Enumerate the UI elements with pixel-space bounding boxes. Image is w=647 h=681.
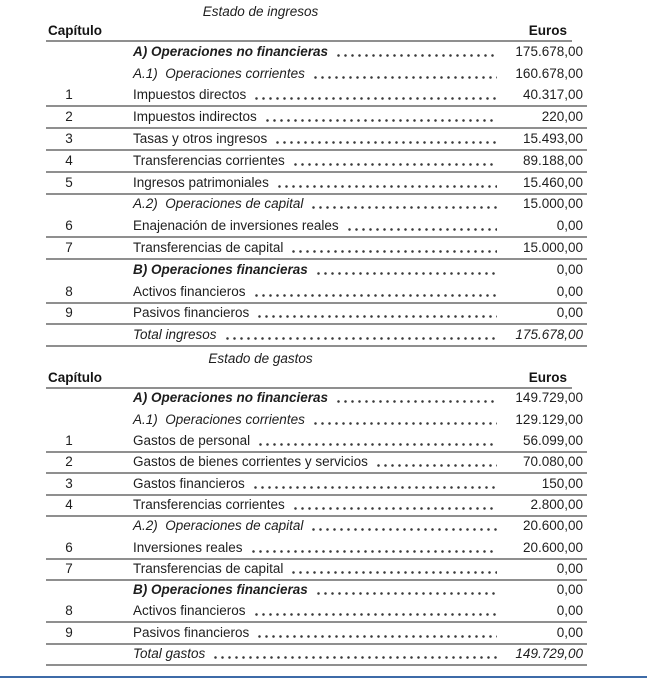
table-row — [46, 325, 587, 347]
row-label-area — [92, 153, 497, 169]
row-label-area — [92, 561, 497, 577]
row-amount: 0,00 — [556, 261, 583, 277]
expense-table-rows — [46, 389, 587, 666]
chapter-number: 9 — [65, 624, 73, 640]
row-amount: 0,00 — [556, 603, 583, 619]
dot-leader — [335, 399, 497, 404]
table-row — [46, 389, 587, 410]
row-label: A.1) Operaciones corrientes — [133, 65, 305, 81]
chapter-number: 9 — [65, 305, 73, 321]
row-amount: 149.729,00 — [515, 390, 583, 406]
row-label-area — [92, 66, 497, 82]
row-label-area — [92, 497, 497, 513]
row-amount: 56.099,00 — [522, 433, 583, 449]
table-row — [46, 623, 587, 644]
row-label: Gastos de personal — [133, 433, 251, 449]
table-row — [46, 195, 587, 217]
dot-leader — [335, 53, 497, 58]
row-label: Inversiones reales — [133, 539, 243, 555]
table-row — [46, 216, 587, 238]
row-amount: 0,00 — [556, 560, 583, 576]
chapter-number: 1 — [65, 433, 73, 449]
column-header-euros: Euros — [528, 23, 567, 38]
row-label-area — [92, 44, 497, 60]
table-row — [46, 86, 587, 108]
dot-leader — [315, 591, 497, 596]
table-row — [46, 453, 587, 474]
row-label-area — [92, 327, 497, 343]
table-row — [46, 581, 587, 602]
row-label: Gastos financieros — [133, 475, 245, 491]
chapter-number: 7 — [65, 560, 73, 576]
expense-table-header — [46, 367, 587, 389]
row-label-area — [92, 412, 497, 428]
dot-leader — [290, 570, 497, 575]
dot-leader — [292, 162, 497, 167]
income-table-rows — [46, 42, 587, 347]
table-row — [46, 496, 587, 517]
row-label-area — [92, 131, 497, 147]
row-label-area — [92, 305, 497, 321]
dot-leader — [256, 314, 497, 319]
table-row — [46, 560, 587, 581]
table-row — [46, 64, 587, 86]
dot-leader — [312, 421, 497, 426]
column-header-euros: Euros — [528, 370, 567, 386]
row-amount: 0,00 — [556, 283, 583, 299]
dot-leader — [310, 527, 497, 532]
column-header-chapter: Capítulo — [48, 370, 102, 386]
dot-leader — [310, 205, 497, 210]
row-amount: 220,00 — [541, 109, 583, 125]
dot-leader — [212, 655, 497, 660]
row-amount: 20.600,00 — [522, 539, 583, 555]
row-label: B) Operaciones financieras — [133, 261, 308, 277]
row-amount: 0,00 — [556, 218, 583, 234]
dot-leader — [253, 293, 497, 298]
row-label-area — [92, 196, 497, 212]
row-label-area — [92, 87, 497, 103]
dot-leader — [315, 271, 497, 276]
row-label-area — [92, 433, 497, 449]
dot-leader — [274, 140, 497, 145]
dot-leader — [290, 249, 497, 254]
chapter-number: 4 — [65, 496, 73, 512]
chapter-number: 8 — [65, 603, 73, 619]
expense-table-title: Estado de gastos — [208, 351, 313, 367]
row-amount: 160.678,00 — [515, 65, 583, 81]
row-amount: 70.080,00 — [522, 454, 583, 470]
chapter-number: 2 — [65, 109, 73, 125]
table-row — [46, 151, 587, 173]
table-row — [46, 173, 587, 195]
chapter-number: 3 — [65, 130, 73, 146]
row-label: Tasas y otros ingresos — [133, 130, 268, 146]
row-label-area — [92, 175, 497, 191]
row-amount: 150,00 — [541, 475, 583, 491]
row-label-area — [92, 476, 497, 492]
table-row — [46, 304, 587, 326]
table-row — [46, 129, 587, 151]
row-label-area — [92, 646, 497, 662]
row-label-area — [92, 218, 497, 234]
chapter-number: 7 — [65, 239, 73, 255]
row-label: Pasivos financieros — [133, 624, 250, 640]
row-amount: 15.460,00 — [522, 174, 583, 190]
row-label: Transferencias corrientes — [133, 152, 285, 168]
row-label: Total gastos — [133, 646, 206, 662]
row-amount: 15.000,00 — [522, 239, 583, 255]
row-amount: 15.000,00 — [522, 196, 583, 212]
row-amount: 0,00 — [556, 624, 583, 640]
row-label: Ingresos patrimoniales — [133, 174, 269, 190]
table-row — [46, 538, 587, 559]
dot-leader — [312, 75, 497, 80]
row-label: Enajenación de inversiones reales — [133, 218, 339, 234]
dot-leader — [257, 442, 497, 447]
income-table-title: Estado de ingresos — [202, 4, 319, 19]
dot-leader — [256, 634, 497, 639]
table-row — [46, 238, 587, 260]
chapter-number: 3 — [65, 475, 73, 491]
row-amount: 20.600,00 — [522, 518, 583, 534]
dot-leader — [292, 506, 497, 511]
row-label: A) Operaciones no financieras — [133, 390, 329, 406]
row-label: A.2) Operaciones de capital — [133, 196, 304, 212]
dot-leader — [346, 227, 497, 232]
dot-leader — [253, 612, 497, 617]
row-label-area — [92, 240, 497, 256]
dot-leader — [264, 118, 497, 123]
row-label: A) Operaciones no financieras — [133, 43, 329, 59]
row-amount: 2.800,00 — [530, 496, 583, 512]
row-amount: 0,00 — [556, 305, 583, 321]
row-label: Total ingresos — [133, 327, 217, 343]
dot-leader — [252, 485, 497, 490]
row-label: A.1) Operaciones corrientes — [133, 411, 305, 427]
row-amount: 129.129,00 — [515, 411, 583, 427]
row-label: Activos financieros — [133, 283, 246, 299]
row-label-area — [92, 603, 497, 619]
dot-leader — [253, 96, 497, 101]
row-amount: 175.678,00 — [515, 327, 583, 343]
page-bottom-rule — [0, 676, 647, 678]
row-label: Gastos de bienes corrientes y servicios — [133, 454, 368, 470]
row-label: Transferencias corrientes — [133, 496, 285, 512]
dot-leader — [250, 549, 497, 554]
row-label-area — [92, 390, 497, 406]
row-amount: 175.678,00 — [515, 43, 583, 59]
row-amount: 15.493,00 — [522, 130, 583, 146]
chapter-number: 6 — [65, 218, 73, 234]
row-amount: 0,00 — [556, 582, 583, 598]
row-label-area — [92, 284, 497, 300]
table-row — [46, 107, 587, 129]
row-label: Impuestos directos — [133, 87, 247, 103]
row-label-area — [92, 518, 497, 534]
table-row — [46, 474, 587, 495]
table-row — [46, 260, 587, 282]
row-label: Activos financieros — [133, 603, 246, 619]
chapter-number: 4 — [65, 152, 73, 168]
row-label: Pasivos financieros — [133, 305, 250, 321]
row-label: A.2) Operaciones de capital — [133, 518, 304, 534]
table-row — [46, 42, 587, 64]
dot-leader — [375, 463, 497, 468]
dot-leader — [224, 336, 497, 341]
expense-statement-table — [46, 350, 587, 666]
table-row — [46, 517, 587, 538]
table-row — [46, 602, 587, 623]
row-label-area — [92, 262, 497, 278]
chapter-number: 2 — [65, 454, 73, 470]
chapter-number: 1 — [65, 87, 73, 103]
table-row — [46, 432, 587, 453]
chapter-number: 6 — [65, 539, 73, 555]
table-row — [46, 645, 587, 666]
row-label: Transferencias de capital — [133, 560, 284, 576]
chapter-number: 5 — [65, 174, 73, 190]
row-label-area — [92, 582, 497, 598]
row-label: Transferencias de capital — [133, 239, 284, 255]
row-amount: 149.729,00 — [515, 646, 583, 662]
row-label: Impuestos indirectos — [133, 109, 257, 125]
income-table-header — [46, 20, 587, 42]
row-amount: 89.188,00 — [522, 152, 583, 168]
chapter-number: 8 — [65, 283, 73, 299]
table-row — [46, 282, 587, 304]
income-statement-table — [46, 3, 587, 347]
row-label-area — [92, 109, 497, 125]
row-label-area — [92, 540, 497, 556]
column-header-chapter: Capítulo — [48, 23, 102, 38]
row-label-area — [92, 625, 497, 641]
row-amount: 40.317,00 — [522, 87, 583, 103]
table-row — [46, 410, 587, 431]
row-label: B) Operaciones financieras — [133, 582, 308, 598]
dot-leader — [276, 184, 497, 189]
row-label-area — [92, 454, 497, 470]
